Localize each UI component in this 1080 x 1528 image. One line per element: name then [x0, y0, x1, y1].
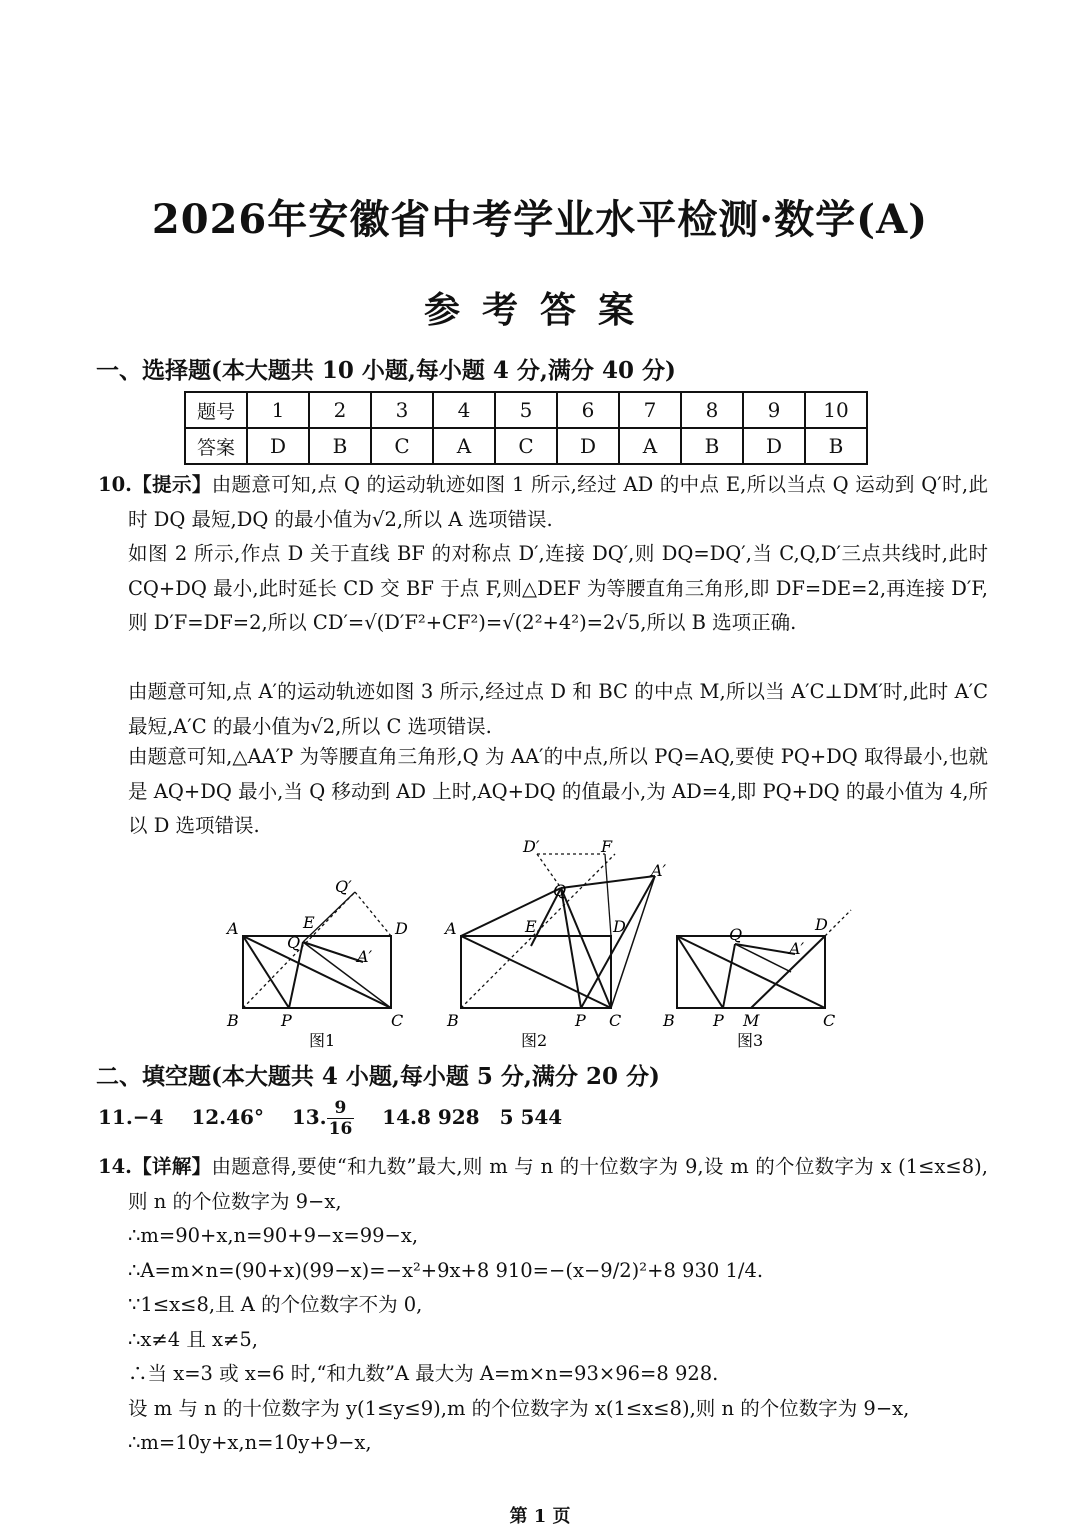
table-cell: 2: [309, 392, 371, 428]
fig2-label: B: [447, 1011, 459, 1030]
fig1-label: E: [303, 913, 315, 932]
fig2-label: F: [601, 837, 613, 856]
fig1-label: Q′: [335, 877, 352, 896]
row-label: 答案: [185, 428, 247, 464]
q10-paragraph-3: 由题意可知,点 A′的运动轨迹如图 3 所示,经过点 D 和 BC 的中点 M,所以当 A′C⊥DM′时,此时 A′C 最短,A′C 的最小值为√2,所以 C 选项错误.: [128, 680, 988, 738]
fig2-label: C: [609, 1011, 622, 1030]
table-cell: 8: [681, 392, 743, 428]
table-cell: 5: [495, 392, 557, 428]
fig1-label: P: [281, 1011, 292, 1030]
fig1-label: B: [227, 1011, 239, 1030]
table-cell: B: [309, 428, 371, 464]
fraction-denominator: 16: [328, 1119, 353, 1139]
answer-11: 11.−4: [98, 1105, 164, 1129]
q14-line: ∴当 x=3 或 x=6 时,“和九数”A 最大为 A=m×n=93×96=8 928.: [128, 1362, 719, 1385]
table-cell: A: [433, 428, 495, 464]
table-row-numbers: [185, 392, 867, 428]
table-cell: 3: [371, 392, 433, 428]
fig2-label: D: [613, 917, 626, 936]
page-subtitle: 参考答案: [423, 289, 656, 331]
fill-answers: [98, 1098, 562, 1139]
answer-13-prefix: 13.: [291, 1105, 327, 1129]
table-cell: C: [495, 428, 557, 464]
page-number: 第 1 页: [509, 1506, 571, 1527]
fig3-label: C: [823, 1011, 836, 1030]
answer-14: 14.8 928 5 544: [382, 1105, 563, 1129]
q14-line: 由题意得,要使“和九数”最大,则 m 与 n 的十位数字为 9,设 m 的个位数字为 x (1≤x≤8),则 n 的个位数字为 9−x,: [128, 1155, 988, 1213]
q10-paragraph-2: 如图 2 所示,作点 D 关于直线 BF 的对称点 D′,连接 DQ′,则 DQ=DQ′,当 C,Q,D′三点共线时,此时 CQ+DQ 最小,此时延长 CD 交 BF 于点 F,则△DEF 为等腰直角三角形,即 DF=DE=2,再连接 D′F,则 D′F=DF=2,所以 CD′=√(D′F²+CF²)=√(2²+4²)=2√5,所以 B 选项正确.: [128, 542, 988, 634]
table-cell: 10: [805, 392, 867, 428]
table-cell: A: [619, 428, 681, 464]
table-cell: 9: [743, 392, 805, 428]
table-cell: 4: [433, 392, 495, 428]
fig2-label: E: [525, 917, 537, 936]
q10-paragraph-1: [98, 468, 988, 537]
fig3-label: M: [743, 1011, 760, 1030]
q14-line: ∴A=m×n=(90+x)(99−x)=−x²+9x+8 910=−(x−9/2)²+8 930 1/4.: [128, 1258, 764, 1282]
answer-table: [184, 391, 868, 465]
table-cell: 7: [619, 392, 681, 428]
fig2-caption: 图2: [521, 1031, 548, 1050]
fig1-caption: 图1: [309, 1031, 336, 1050]
table-cell: B: [681, 428, 743, 464]
fig2-label: P: [575, 1011, 586, 1030]
fig2-label: Q: [553, 881, 567, 900]
table-row-answers: [185, 428, 867, 464]
answer-13-fraction: [327, 1098, 355, 1139]
geometry-figures: [215, 836, 865, 1056]
table-cell: 1: [247, 392, 309, 428]
figure-2: [461, 854, 655, 1008]
table-cell: 6: [557, 392, 619, 428]
q10-label: 10.【提示】: [98, 473, 212, 496]
fig1-label: A: [227, 919, 239, 938]
fig3-label: D: [815, 915, 828, 934]
section-heading-fill: 二、填空题(本大题共 4 小题,每小题 5 分,满分 20 分): [96, 1063, 660, 1090]
answer-12: 12.46°: [191, 1105, 264, 1129]
fraction-numerator: 9: [327, 1098, 355, 1119]
table-cell: B: [805, 428, 867, 464]
row-label: 题号: [185, 392, 247, 428]
fig1-label: Q: [287, 933, 301, 952]
fig2-label: A: [445, 919, 457, 938]
q14-solution: [98, 1150, 988, 1461]
fig3-label: A′: [789, 939, 805, 958]
fig2-label: D′: [523, 837, 540, 856]
table-cell: D: [557, 428, 619, 464]
fig1-label: A′: [357, 947, 373, 966]
q14-line: ∴m=10y+x,n=10y+9−x,: [128, 1431, 372, 1454]
table-cell: D: [247, 428, 309, 464]
table-cell: D: [743, 428, 805, 464]
section-heading-choice: 一、选择题(本大题共 10 小题,每小题 4 分,满分 40 分): [96, 357, 676, 384]
q14-line: ∴m=90+x,n=90+9−x=99−x,: [128, 1224, 419, 1247]
q14-line: ∴x≠4 且 x≠5,: [128, 1327, 258, 1351]
fig3-label: B: [663, 1011, 675, 1030]
q14-line: 设 m 与 n 的十位数字为 y(1≤y≤9),m 的个位数字为 x(1≤x≤8),则 n 的个位数字为 9−x,: [128, 1396, 910, 1420]
fig3-label: Q: [729, 925, 743, 944]
page-title: 2026年安徽省中考学业水平检测·数学(A): [151, 196, 929, 243]
fig1-label: C: [391, 1011, 404, 1030]
table-cell: C: [371, 428, 433, 464]
q14-line: ∵1≤x≤8,且 A 的个位数字不为 0,: [128, 1293, 423, 1316]
fig3-caption: 图3: [737, 1031, 764, 1050]
fig1-label: D: [395, 919, 408, 938]
fig3-label: P: [713, 1011, 724, 1030]
q10-text-1: 由题意可知,点 Q 的运动轨迹如图 1 所示,经过 AD 的中点 E,所以当点 Q 运动到 Q′时,此时 DQ 最短,DQ 的最小值为√2,所以 A 选项错误.: [128, 473, 988, 531]
fig2-label: A′: [651, 861, 667, 880]
q14-label: 14.【详解】: [98, 1155, 212, 1178]
q10-paragraph-4: 由题意可知,△AA′P 为等腰直角三角形,Q 为 AA′的中点,所以 PQ=AQ,要使 PQ+DQ 取得最小,也就是 AQ+DQ 最小,当 Q 移动到 AD 上时,AQ+DQ 的值最小,为 AD=4,即 PQ+DQ 的最小值为 4,所以 D 选项错误.: [128, 745, 988, 837]
